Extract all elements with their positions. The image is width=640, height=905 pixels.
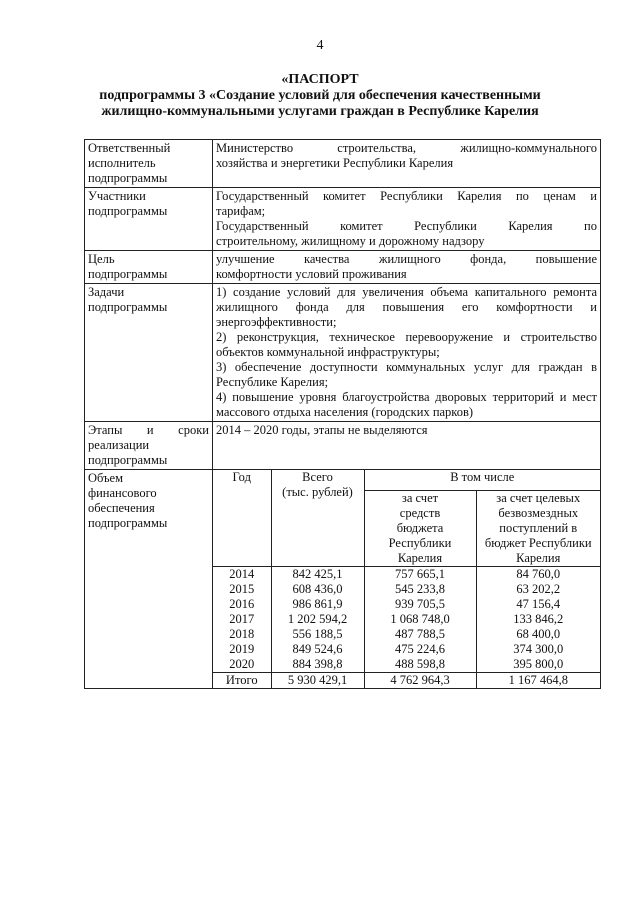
budget-cell: 545 233,8 (395, 582, 445, 596)
grants-list (476, 567, 600, 673)
sum-total: 5 930 429,1 (271, 673, 364, 689)
financing-value (213, 470, 601, 689)
title-line-1: «ПАСПОРТ (281, 72, 359, 87)
budget-cell: 757 665,1 (395, 567, 445, 581)
year-cell: 2019 (229, 642, 255, 656)
executor-value: Министерство строительства, жилищно-коммунального хозяйства и энергетики Республики Карелия (213, 140, 601, 188)
year-cell: 2017 (229, 612, 255, 626)
goal-label: Цель подпрограммы (85, 251, 213, 284)
year-cell: 2015 (229, 582, 255, 596)
page-number: 4 (316, 38, 324, 53)
total-cell: 849 524,6 (292, 642, 343, 656)
year-header: Год (213, 470, 271, 567)
grants-cell: 133 846,2 (513, 612, 564, 626)
year-cell: 2016 (229, 597, 255, 611)
financing-total-row (213, 673, 600, 689)
task-item: 3) обеспечение доступности коммунальных услуг для граждан в Республике Карелия; (216, 360, 597, 389)
financing-years-block (213, 567, 600, 673)
grants-cell: 84 760,0 (516, 567, 561, 581)
document-title (0, 72, 640, 120)
financing-header-row (213, 470, 600, 491)
task-item: 4) повышение уровня благоустройства дворовых территорий и мест массового отдыха населения (городских парков) (216, 390, 597, 419)
including-header: В том числе (364, 470, 600, 491)
tasks-label: Задачи подпрограммы (85, 284, 213, 422)
participants-value: Государственный комитет Республики Карелия по ценам и тарифам; Государственный комитет Республики Карелия по строительному, жилищному и дорожному надзору (213, 188, 601, 251)
budget-list (364, 567, 476, 673)
row-stages (85, 422, 601, 470)
row-participants (85, 188, 601, 251)
passport-table (84, 139, 601, 689)
row-tasks (85, 284, 601, 422)
participants-label: Участники подпрограммы (85, 188, 213, 251)
year-cell: 2018 (229, 627, 255, 641)
executor-label: Ответственный исполнитель подпрограммы (85, 140, 213, 188)
year-list (213, 567, 271, 673)
row-executor (85, 140, 601, 188)
total-cell: 1 202 594,2 (287, 612, 348, 626)
total-cell: 556 188,5 (292, 627, 343, 641)
grants-cell: 47 156,4 (516, 597, 561, 611)
budget-cell: 1 068 748,0 (390, 612, 450, 626)
sum-grants: 1 167 464,8 (476, 673, 600, 689)
financing-table (213, 470, 600, 688)
year-cell: 2020 (229, 657, 255, 671)
grants-cell: 68 400,0 (516, 627, 561, 641)
title-line-2: подпрограммы 3 «Создание условий для обеспечения качественными (99, 88, 541, 103)
row-goal (85, 251, 601, 284)
grants-cell: 63 202,2 (516, 582, 561, 596)
budget-header: за счет средств бюджета Республики Карелия (364, 491, 476, 567)
financing-label: Объем финансового обеспечения подпрограммы (85, 470, 213, 689)
stages-value: 2014 – 2020 годы, этапы не выделяются (213, 422, 601, 470)
year-cell: 2014 (229, 567, 255, 581)
total-cell: 986 861,9 (292, 597, 343, 611)
budget-cell: 487 788,5 (395, 627, 445, 641)
tasks-value (213, 284, 601, 422)
total-cell: 608 436,0 (292, 582, 343, 596)
budget-cell: 488 598,8 (395, 657, 445, 671)
total-list (271, 567, 364, 673)
sum-budget: 4 762 964,3 (364, 673, 476, 689)
row-financing (85, 470, 601, 689)
total-header: Всего (тыс. рублей) (271, 470, 364, 567)
grants-header: за счет целевых безвозмездных поступлений в бюджет Республики Карелия (476, 491, 600, 567)
goal-value: улучшение качества жилищного фонда, повышение комфортности условий проживания (213, 251, 601, 284)
total-cell: 884 398,8 (292, 657, 343, 671)
grants-cell: 374 300,0 (513, 642, 564, 656)
title-line-3: жилищно-коммунальными услугами граждан в Республике Карелия (101, 104, 539, 119)
total-cell: 842 425,1 (292, 567, 343, 581)
grants-cell: 395 800,0 (513, 657, 564, 671)
task-item: 1) создание условий для увеличения объема капитального ремонта жилищного фонда для повышения его комфортности и энергоэффективности; (216, 285, 597, 329)
stages-label: Этапы и сроки реализации подпрограммы (85, 422, 213, 470)
budget-cell: 475 224,6 (395, 642, 445, 656)
sum-label: Итого (213, 673, 271, 689)
budget-cell: 939 705,5 (395, 597, 445, 611)
task-item: 2) реконструкция, техническое перевооружение и строительство объектов коммунальной инфраструктуры; (216, 330, 597, 359)
